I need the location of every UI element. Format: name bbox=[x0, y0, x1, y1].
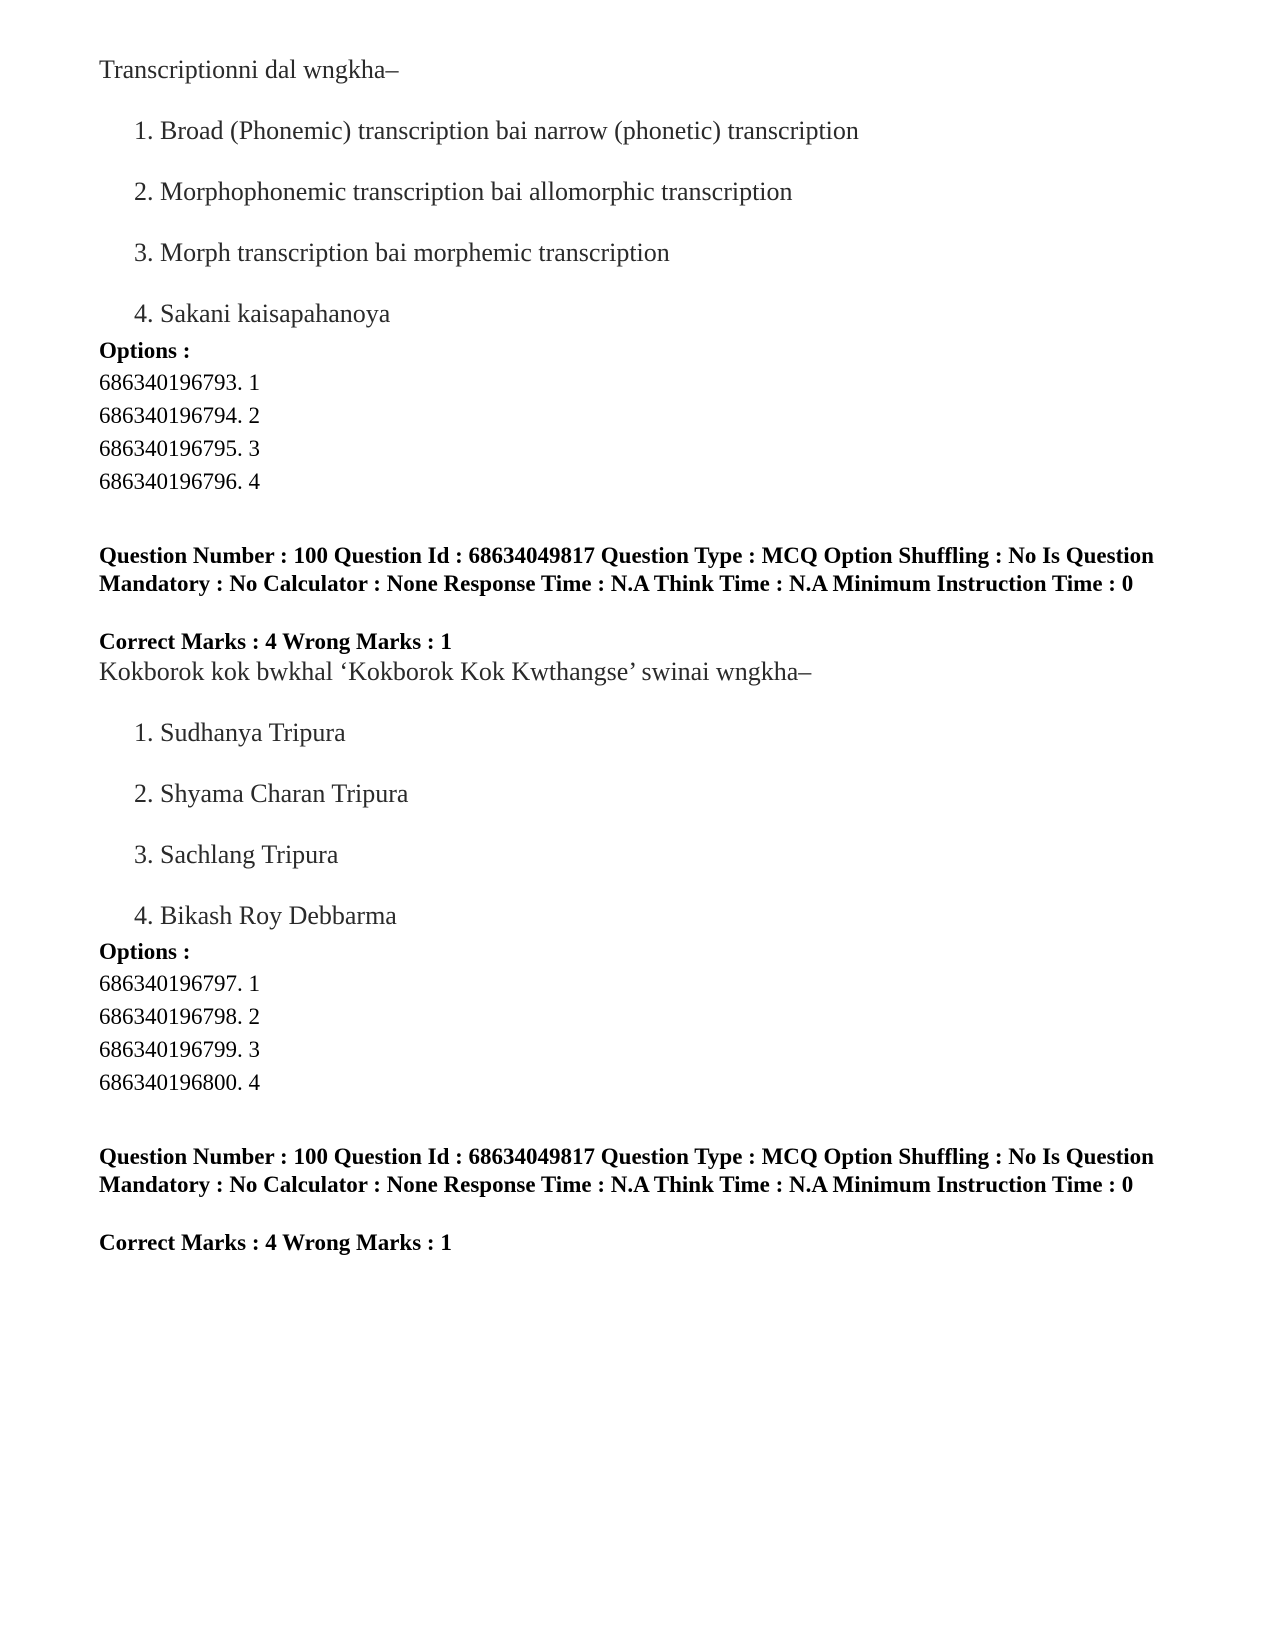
answer-choice: 1. Sudhanya Tripura bbox=[134, 718, 346, 747]
option-line: 686340196796. 4 bbox=[99, 469, 260, 494]
options-heading: Options : bbox=[99, 939, 191, 964]
answer-choice: 4. Sakani kaisapahanoya bbox=[134, 299, 391, 328]
question-stem: Kokborok kok bwkhal ‘Kokborok Kok Kwthangse’ swinai wngkha– bbox=[99, 657, 812, 686]
question-meta: Question Number : 100 Question Id : 68634049817 Question Type : MCQ Option Shuffling : No Is Question Mandatory : No Calculator : None Response Time : N.A Think Time : N.A Minimum Instruction Time : 0 bbox=[99, 543, 1154, 596]
question-stem: Transcriptionni dal wngkha– bbox=[99, 55, 399, 84]
option-line: 686340196794. 2 bbox=[99, 403, 260, 428]
answer-choice: 3. Sachlang Tripura bbox=[134, 840, 339, 869]
option-line: 686340196795. 3 bbox=[99, 436, 260, 461]
option-line: 686340196798. 2 bbox=[99, 1004, 260, 1029]
option-line: 686340196799. 3 bbox=[99, 1037, 260, 1062]
option-line: 686340196800. 4 bbox=[99, 1070, 260, 1095]
answer-choice: 3. Morph transcription bai morphemic transcription bbox=[134, 238, 670, 267]
answer-choice: 1. Broad (Phonemic) transcription bai narrow (phonetic) transcription bbox=[134, 116, 859, 145]
answer-choice: 2. Shyama Charan Tripura bbox=[134, 779, 409, 808]
question-meta: Question Number : 100 Question Id : 68634049817 Question Type : MCQ Option Shuffling : No Is Question Mandatory : No Calculator : None Response Time : N.A Think Time : N.A Minimum Instruction Time : 0 bbox=[99, 1144, 1154, 1197]
answer-choice: 4. Bikash Roy Debbarma bbox=[134, 901, 397, 930]
option-line: 686340196797. 1 bbox=[99, 971, 260, 996]
marks-line: Correct Marks : 4 Wrong Marks : 1 bbox=[99, 1230, 452, 1255]
marks-line: Correct Marks : 4 Wrong Marks : 1 bbox=[99, 629, 452, 654]
options-heading: Options : bbox=[99, 338, 191, 363]
answer-choice: 2. Morphophonemic transcription bai allomorphic transcription bbox=[134, 177, 793, 206]
option-line: 686340196793. 1 bbox=[99, 370, 260, 395]
